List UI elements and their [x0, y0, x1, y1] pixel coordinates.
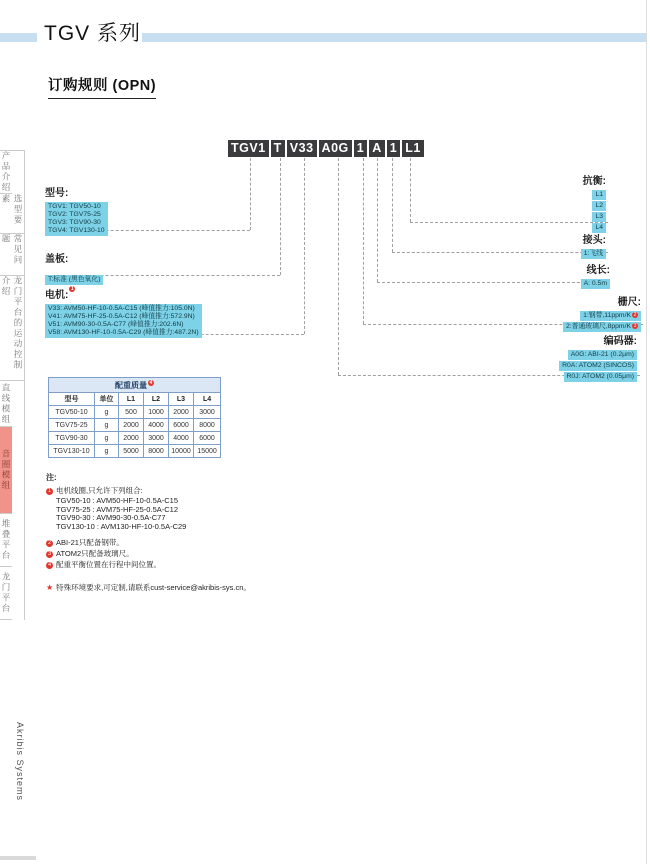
- connector-line: [250, 158, 251, 230]
- callout-model: [45, 184, 108, 237]
- counterweight-table: [48, 377, 221, 458]
- option: R0J: ATOM2 (0.05μm): [564, 372, 638, 382]
- part-number-row: [228, 140, 424, 157]
- option: L2: [592, 201, 606, 211]
- option: V51: AVM90-30-0.5A-C77 (峰值推力:202.6N): [48, 321, 184, 328]
- connector-line: [377, 158, 378, 282]
- callout-motor: [45, 286, 202, 339]
- option: V41: AVM75-HF-25-0.5A-C12 (峰值推力:572.9N): [48, 313, 195, 320]
- pn-segment-encoder: A0G: [319, 140, 352, 157]
- note-number-badge: 3: [47, 550, 52, 557]
- callout-connector-label: 接头:: [582, 235, 606, 246]
- option: V33: AVM50-HF-10-0.5A-C15 (峰值推力:105.0N): [48, 305, 195, 312]
- option: L4: [592, 223, 606, 233]
- pn-segment-model: TGV1: [228, 140, 269, 157]
- special-note: ★ 特殊环境要求,可定制,请联系cust-service@akribis-sys.cn。: [46, 583, 251, 592]
- note-item: 2 ABI-21只配备钢带。: [47, 538, 124, 547]
- note-subline: TGV50-10 : AVM50-HF-10-0.5A-C15: [56, 496, 178, 505]
- note-number-badge: 2: [47, 539, 52, 546]
- table-row: TGV75-25 g 2000 4000 6000 8000: [49, 419, 221, 432]
- option: 1:钢带,11ppm/K 2: [580, 311, 641, 321]
- sidebar-item-faq[interactable]: 常见问题: [0, 234, 24, 276]
- option: T:标准 (黑色氧化): [45, 275, 103, 285]
- option: A0G: ABI-21 (0.2μm): [568, 350, 637, 360]
- sidebar-item-selection-elements[interactable]: 选型要素: [0, 194, 24, 234]
- note-item: 3 ATOM2只配备玻璃尺。: [47, 549, 134, 558]
- note-ref-badge: 4: [149, 379, 153, 386]
- pn-segment-cover: T: [271, 140, 285, 157]
- pn-segment-connector: 1: [387, 140, 400, 157]
- sidebar-nav: [0, 150, 25, 620]
- table-row: TGV90-30 g 2000 3000 4000 6000: [49, 432, 221, 445]
- callout-model-label: 型号:: [45, 188, 69, 199]
- option: 1:飞线: [581, 249, 606, 259]
- note-subline: TGV130-10 : AVM130-HF-10-0.5A-C29: [56, 521, 187, 531]
- note-item: 4 配重平衡位置在行程中间位置。: [47, 560, 161, 569]
- sidebar-item-gantry-stage[interactable]: 龙门平台: [0, 567, 12, 620]
- option: 2:普通玻璃尺,8ppm/K 3: [563, 322, 641, 332]
- connector-line: [338, 158, 339, 375]
- pn-segment-motor: V33: [287, 140, 317, 157]
- note-number-badge: 4: [47, 561, 52, 568]
- callout-motor-label: 电机:1: [45, 286, 74, 301]
- note-ref-badge: 3: [633, 323, 637, 329]
- star-icon: ★: [46, 583, 54, 592]
- page-bottom-edge: [0, 856, 36, 860]
- option: TGV4: TGV130-10: [48, 227, 105, 234]
- connector-line: [280, 158, 281, 275]
- note-subline: TGV75-25 : AVM75-HF-25-0.5A-C12: [56, 504, 178, 514]
- note-number-badge: 1: [47, 487, 52, 494]
- callout-counterbalance: [583, 172, 606, 233]
- connector-line: [304, 158, 305, 334]
- pn-segment-counterbalance: L1: [402, 140, 424, 157]
- callout-encoder: [559, 332, 637, 382]
- table-header-row: 型号 单位 L1 L2 L3 L4: [49, 393, 221, 406]
- callout-counterbalance-label: 抗衡:: [582, 176, 606, 187]
- connector-line: [392, 252, 608, 253]
- connector-line: [392, 158, 393, 252]
- notes-heading: 注:: [46, 473, 57, 482]
- sidebar-item-voice-coil-module[interactable]: 音圈模组: [0, 427, 12, 514]
- pn-segment-scale: 1: [354, 140, 367, 157]
- table-row: TGV130-10 g 5000 8000 10000 15000: [49, 445, 221, 458]
- note-ref-badge: 1: [70, 286, 74, 292]
- connector-line: [410, 158, 411, 222]
- option: A: 0.5m: [581, 279, 610, 289]
- note-item: 1 电机线圈,只允许下列组合:: [47, 486, 143, 495]
- header-accent-bar-right: [142, 33, 646, 42]
- callout-encoder-label: 编码器:: [603, 336, 637, 347]
- option: TGV3: TGV90-30: [48, 219, 101, 226]
- option: TGV2: TGV75-25: [48, 211, 101, 218]
- callout-cable-length: [581, 261, 610, 289]
- connector-line: [410, 222, 608, 223]
- callout-motor-options: [45, 304, 202, 338]
- option: R0A: ATOM2 (SINCOS): [559, 361, 637, 371]
- callout-scale-label: 栅尺:: [617, 297, 641, 308]
- callout-scale: [563, 293, 641, 332]
- callout-cable-length-label: 线长:: [586, 265, 610, 276]
- table-row: TGV50-10 g 500 1000 2000 3000: [49, 406, 221, 419]
- sidebar-item-stacked-stage[interactable]: 堆叠平台: [0, 514, 12, 567]
- option: L3: [592, 212, 606, 222]
- callout-cover: [45, 250, 103, 286]
- table-title: 配重质量 4: [49, 378, 221, 393]
- callout-connector: [581, 231, 606, 259]
- sidebar-item-product-intro[interactable]: 产品介绍: [1, 151, 11, 193]
- sidebar-item-gantry-motion-control[interactable]: 龙门平台的运动控制介绍: [0, 276, 24, 381]
- notes-section: [46, 473, 346, 592]
- connector-line: [377, 282, 610, 283]
- callout-model-options: [45, 202, 108, 236]
- note-subline: TGV90-30 : AVM90-30-0.5A-C77: [56, 513, 166, 522]
- pn-segment-cable-length: A: [369, 140, 385, 157]
- header-accent-bar-left: [0, 33, 37, 42]
- callout-cover-label: 盖板:: [45, 254, 69, 265]
- connector-line: [363, 158, 364, 324]
- note-ref-badge: 2: [633, 312, 637, 318]
- brand-vertical-text: Akribis Systems: [15, 722, 25, 802]
- series-title: TGV 系列: [44, 22, 142, 45]
- page-right-edge: [646, 0, 647, 864]
- option: L1: [592, 190, 606, 200]
- option: V58: AVM130-HF-10-0.5A-C29 (峰值推力:487.2N): [48, 329, 199, 336]
- section-title: 订购规则 (OPN): [48, 74, 156, 99]
- sidebar-item-linear-module[interactable]: 直线模组: [0, 381, 12, 427]
- option: TGV1: TGV50-10: [48, 203, 101, 210]
